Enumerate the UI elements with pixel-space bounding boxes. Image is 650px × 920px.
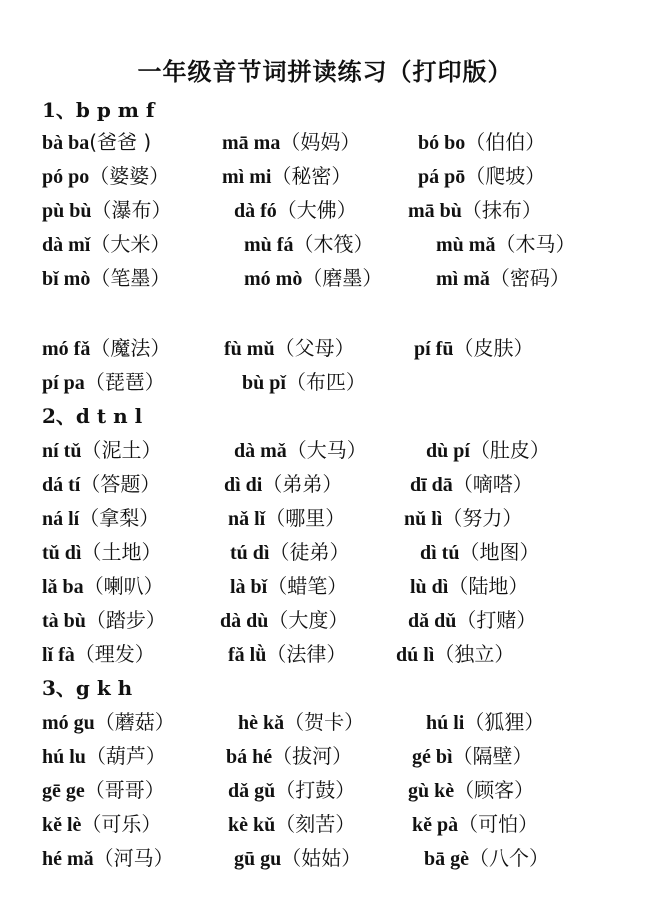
word-item: tà bù（踏步） [42,608,166,632]
section-heading: 3、g k h [42,676,133,700]
page-title: 一年级音节词拼读练习（打印版） [137,57,513,86]
word-item: dà dù（大度） [220,608,349,632]
word-row [0,604,650,634]
word-row [0,774,650,804]
word-item: pó po（婆婆） [42,164,170,188]
word-item: dú lì（独立） [396,642,515,666]
section-heading: 2、d t n l [42,404,143,428]
word-item: pá pō（爬坡） [418,164,546,188]
word-item: gé bì（隔壁） [412,744,533,768]
word-item: bà ba(爸爸 ) [42,130,152,154]
word-row [0,808,650,838]
word-row [0,228,650,258]
word-item: tú dì（徒弟） [230,540,350,564]
word-item: fù mǔ（父母） [224,336,355,360]
word-item: dù pí（肚皮） [426,438,550,462]
word-item: hè kǎ（贺卡） [238,710,365,734]
word-item: fǎ lǜ（法律） [228,642,347,666]
word-item: nǎ lǐ（哪里） [228,506,346,530]
word-row [0,160,650,190]
word-row [0,126,650,156]
word-item: tǔ dì（土地） [42,540,162,564]
word-item: pù bù（瀑布） [42,198,172,222]
word-item: pí pa（琵琶） [42,370,165,394]
word-row [0,638,650,668]
word-item: hé mǎ（河马） [42,846,174,870]
word-item: gū gu（姑姑） [234,846,362,870]
word-item: dà fó（大佛） [234,198,357,222]
word-item: dà mǎ（大马） [234,438,367,462]
word-item: gē ge（哥哥） [42,778,165,802]
word-row [0,434,650,464]
word-item: ní tǔ（泥土） [42,438,162,462]
word-item: mó fǎ（魔法） [42,336,171,360]
word-row [0,262,650,292]
word-item: bó bo（伯伯） [418,130,546,154]
word-item: mā bù（抹布） [408,198,542,222]
word-item: dì tú（地图） [420,540,540,564]
word-item: pí fū（皮肤） [414,336,534,360]
word-item: dǎ dǔ（打赌） [408,608,537,632]
word-item: dá tí（答题） [42,472,161,496]
word-row [0,536,650,566]
word-item: bù pǐ（布匹） [242,370,366,394]
word-item: gù kè（顾客） [408,778,535,802]
word-item: bā gè（八个） [424,846,549,870]
word-item: lǐ fà（理发） [42,642,155,666]
word-item: nǔ lì（努力） [404,506,523,530]
word-item: bá hé（拔河） [226,744,353,768]
word-item: lù dì（陆地） [410,574,529,598]
word-row [0,706,650,736]
word-item: mù fá（木筏） [244,232,374,256]
word-item: kè kǔ（刻苦） [228,812,356,836]
word-row [0,332,650,362]
word-item: bǐ mò（笔墨） [42,266,171,290]
word-item: kě lè（可乐） [42,812,162,836]
word-item: mó gu（蘑菇） [42,710,175,734]
word-row [0,468,650,498]
word-item: ná lí（拿梨） [42,506,160,530]
word-item: kě pà（可怕） [412,812,539,836]
word-item: hú lu（葫芦） [42,744,166,768]
word-item: lǎ ba（喇叭） [42,574,164,598]
word-item: mā ma（妈妈） [222,130,361,154]
word-item: dī dā（嘀嗒） [410,472,533,496]
word-row [0,502,650,532]
word-item: mì mǎ（密码） [436,266,570,290]
word-item: là bǐ（蜡笔） [230,574,348,598]
word-item: dà mǐ（大米） [42,232,171,256]
word-item: dǎ gǔ（打鼓） [228,778,356,802]
word-item: hú li（狐狸） [426,710,545,734]
word-item: mì mi（秘密） [222,164,352,188]
word-row [0,570,650,600]
word-item: mó mò（磨墨） [244,266,383,290]
word-row [0,366,650,396]
word-item: mù mǎ（木马） [436,232,576,256]
word-row [0,740,650,770]
word-row [0,194,650,224]
section-heading: 1、b p m f [42,98,155,122]
word-item: dì di（弟弟） [224,472,343,496]
word-row [0,842,650,872]
